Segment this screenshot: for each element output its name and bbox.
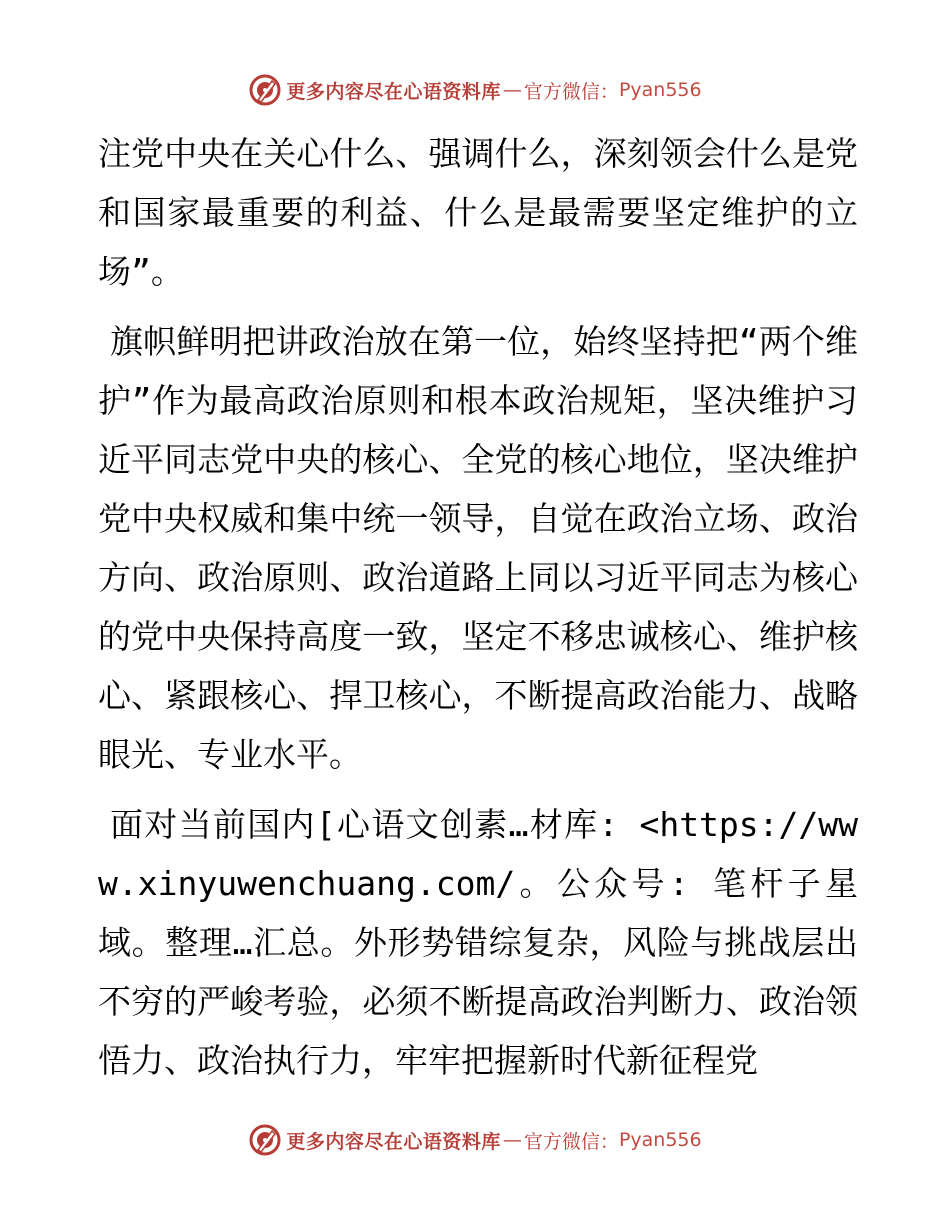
banner-main-text: 更多内容尽在心语资料库 bbox=[286, 1130, 501, 1153]
paragraph-3: 面对当前国内[心语文创素…材库: <https://www.xinyuwenchuang.com/。公众号: 笔杆子星域。整理…汇总。外形势错综复杂，风险与挑战层出不穷的严峻考验，必须不断提高政治判断力、政治领悟力、政治执行力，牢牢把握新时代新征程党 bbox=[98, 805, 858, 1080]
header-banner bbox=[0, 70, 950, 110]
footer-banner bbox=[0, 1120, 950, 1160]
pen-nib-circle-icon bbox=[248, 73, 282, 107]
pen-nib-circle-icon bbox=[248, 1123, 282, 1157]
banner-wechat-id: Pyan556 bbox=[618, 1129, 702, 1151]
banner-wechat-id: Pyan556 bbox=[618, 79, 702, 101]
banner-wechat-label: 官方微信： bbox=[523, 80, 619, 103]
banner-main-text: 更多内容尽在心语资料库 bbox=[286, 80, 501, 103]
paragraph-2: 旗帜鲜明把讲政治放在第一位，始终坚持把“两个维护”作为最高政治原则和根本政治规矩，坚决维护习近平同志党中央的核心、全党的核心地位，坚决维护党中央权威和集中统一领导，自觉在政治立场、政治方向、政治原则、政治道路上同以习近平同志为核心的党中央保持高度一致，坚定不移忠诚核心、维护核心、紧跟核心、捍卫核心，不断提高政治能力、战略眼光、专业水平。 bbox=[98, 322, 858, 774]
banner-wechat-label: 官方微信： bbox=[523, 1130, 619, 1153]
paragraph-1: 注党中央在关心什么、强调什么，深刻领会什么是党和国家最重要的利益、什么是最需要坚定维护的立场”。 bbox=[98, 134, 858, 291]
banner-dash: — bbox=[502, 1129, 522, 1151]
banner-dash: — bbox=[502, 79, 522, 101]
document-body bbox=[98, 124, 858, 1090]
